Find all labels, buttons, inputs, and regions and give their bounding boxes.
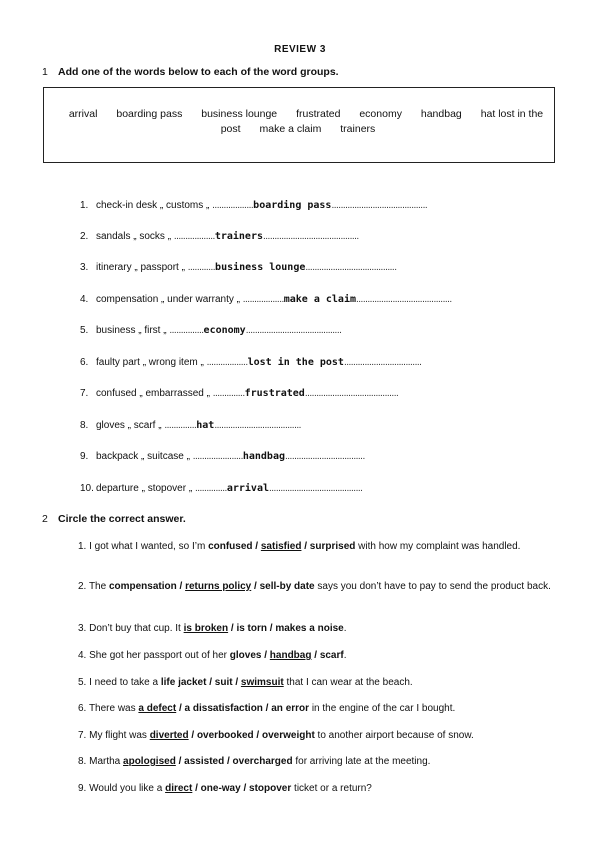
word-group-prompt: backpack „ suitcase „ [96, 451, 193, 462]
multiple-choice-item [42, 579, 562, 595]
choice-option[interactable]: life jacket [160, 677, 207, 688]
multiple-choice-item [42, 621, 562, 637]
sentence-text: in the engine of the car I bought. [309, 703, 456, 714]
selected-choice[interactable]: direct [165, 783, 193, 794]
choice-option[interactable]: assisted [184, 756, 225, 767]
choice-separator: / [240, 783, 250, 794]
sentence-text: 5. I need to take a [78, 677, 161, 688]
sentence-text: for arriving late at the meeting. [292, 756, 431, 767]
word-option: economy [359, 108, 402, 120]
multiple-choice-item [42, 648, 562, 664]
sentence-text: 4. She got her passport out of her [78, 650, 230, 661]
word-option: hat lost in the post [220, 108, 544, 135]
choice-option[interactable]: compensation [108, 581, 177, 592]
word-option: handbag [420, 108, 462, 120]
choice-option[interactable]: overcharged [232, 756, 293, 767]
multiple-choice-item [42, 675, 562, 691]
blank-dots: ................................... [285, 451, 365, 462]
word-group-prompt: departure „ stopover „ [96, 483, 195, 494]
sentence-text: 1. I got what I wanted, so I’m [78, 541, 209, 552]
selected-choice[interactable]: returns policy [185, 581, 252, 592]
sentence-text: to another airport because of snow. [314, 730, 474, 741]
sentence-text: 9. Would you like a [78, 783, 166, 794]
selected-choice[interactable]: is broken [183, 623, 229, 634]
section-2-instruction: Circle the correct answer. [58, 513, 186, 525]
choice-separator: / [261, 650, 270, 661]
choice-option[interactable]: surprised [309, 541, 356, 552]
item-number: 9. [80, 451, 89, 462]
word-list [60, 107, 544, 137]
word-group-item [80, 325, 341, 336]
blank-dots: .......................................... [245, 325, 342, 336]
word-group-prompt: faulty part „ wrong item „ [96, 357, 207, 368]
choice-option[interactable]: stopover [249, 783, 292, 794]
blank-dots: .............. [164, 420, 197, 431]
selected-choice[interactable]: handbag [269, 650, 312, 661]
selected-choice[interactable]: apologised [123, 756, 176, 767]
section-1-heading [42, 66, 339, 78]
multiple-choice-item [42, 701, 562, 717]
choice-option[interactable]: overbooked [196, 730, 254, 741]
filled-answer[interactable]: hat [196, 420, 215, 431]
multiple-choice-item [42, 728, 562, 744]
filled-answer[interactable]: business lounge [215, 262, 306, 273]
filled-answer[interactable]: make a claim [283, 294, 356, 305]
sentence-text: 2. The [78, 581, 109, 592]
page-title: REVIEW 3 [274, 44, 326, 55]
filled-answer[interactable]: lost in the post [247, 357, 344, 368]
section-2-number: 2 [42, 513, 48, 525]
blank-dots: .................................. [343, 357, 422, 368]
choice-separator: / [253, 730, 262, 741]
choice-option[interactable]: confused [208, 541, 253, 552]
choice-separator: / [267, 623, 276, 634]
choice-option[interactable]: is torn [236, 623, 267, 634]
choice-separator: / [251, 581, 260, 592]
word-option: frustrated [296, 108, 341, 120]
word-group-item [80, 483, 362, 494]
choice-option[interactable]: overweight [261, 730, 315, 741]
item-number: 1. [80, 200, 89, 211]
word-group-prompt: itinerary „ passport „ [96, 262, 188, 273]
sentence-text: 3. Don’t buy that cup. It [78, 623, 184, 634]
selected-choice[interactable]: a defect [138, 703, 177, 714]
choice-option[interactable]: an error [271, 703, 310, 714]
word-group-item [80, 451, 365, 462]
word-group-item [80, 357, 421, 368]
word-group-prompt: sandals „ socks „ [96, 231, 174, 242]
blank-dots: .......................................... [263, 231, 359, 242]
blank-dots: .......................................... [356, 294, 452, 305]
choice-option[interactable]: scarf [319, 650, 344, 661]
choice-option[interactable]: gloves [229, 650, 262, 661]
filled-answer[interactable]: frustrated [244, 388, 305, 399]
blank-dots: ...................... [192, 451, 243, 462]
selected-choice[interactable]: swimsuit [240, 677, 284, 688]
choice-separator: / [188, 730, 197, 741]
filled-answer[interactable]: economy [203, 325, 246, 336]
item-number: 6. [80, 357, 89, 368]
blank-dots: .................. [173, 231, 215, 242]
choice-separator: / [224, 756, 233, 767]
blank-dots: ......................................... [269, 483, 363, 494]
multiple-choice-item [42, 539, 562, 555]
filled-answer[interactable]: boarding pass [253, 200, 332, 211]
choice-option[interactable]: makes a noise [275, 623, 344, 634]
choice-separator: / [176, 703, 185, 714]
blank-dots: .............. [194, 483, 227, 494]
blank-dots: ............... [169, 325, 204, 336]
filled-answer[interactable]: trainers [214, 231, 263, 242]
multiple-choice-item [42, 781, 562, 797]
word-option: arrival [68, 108, 98, 120]
section-2-heading [42, 513, 186, 525]
item-number: 5. [80, 325, 89, 336]
item-number: 10. [80, 483, 94, 494]
sentence-text: 6. There was [78, 703, 139, 714]
choice-option[interactable]: one-way [200, 783, 241, 794]
word-option: boarding pass [116, 108, 183, 120]
choice-option[interactable]: suit [214, 677, 233, 688]
blank-dots: ...................................... [214, 420, 301, 431]
filled-answer[interactable]: arrival [226, 483, 269, 494]
choice-separator: / [228, 623, 237, 634]
word-group-item [80, 262, 397, 273]
choice-separator: / [252, 541, 261, 552]
selected-choice[interactable]: diverted [149, 730, 189, 741]
sentence-text: says you don’t have to pay to send the product back. [314, 581, 551, 592]
sentence-text: 8. Martha [78, 756, 124, 767]
blank-dots: .............. [212, 388, 245, 399]
word-option: make a claim [259, 123, 322, 135]
item-number: 3. [80, 262, 89, 273]
choice-separator: / [301, 541, 310, 552]
word-group-prompt: compensation „ under warranty „ [96, 294, 243, 305]
item-number: 4. [80, 294, 89, 305]
choice-separator: / [206, 677, 215, 688]
item-number: 7. [80, 388, 89, 399]
blank-dots: .................. [242, 294, 284, 305]
word-group-item [80, 420, 301, 431]
blank-dots: ......................................... [304, 388, 399, 399]
multiple-choice-item [42, 754, 562, 770]
word-group-item [80, 388, 398, 399]
blank-dots: .................. [212, 200, 254, 211]
word-group-prompt: business „ first „ [96, 325, 170, 336]
word-group-item [80, 231, 359, 242]
item-number: 8. [80, 420, 89, 431]
sentence-text: that I can wear at the beach. [283, 677, 413, 688]
selected-choice[interactable]: satisfied [260, 541, 302, 552]
choice-separator: / [232, 677, 241, 688]
word-group-prompt: gloves „ scarf „ [96, 420, 165, 431]
word-option: trainers [340, 123, 376, 135]
word-option: business lounge [201, 108, 278, 120]
choice-separator: / [176, 581, 186, 592]
blank-dots: ........................................ [305, 262, 397, 273]
choice-separator: / [192, 783, 201, 794]
choice-option[interactable]: a dissatisfaction [184, 703, 263, 714]
word-box [43, 87, 555, 163]
section-1-instruction: Add one of the words below to each of the word groups. [58, 66, 339, 78]
word-group-item [80, 294, 452, 305]
blank-dots: ............ [187, 262, 216, 273]
word-group-item [80, 200, 427, 211]
section-1-number: 1 [42, 66, 48, 78]
word-group-prompt: check-in desk „ customs „ [96, 200, 213, 211]
sentence-text: . [343, 650, 347, 661]
item-number: 2. [80, 231, 89, 242]
choice-option[interactable]: sell-by date [259, 581, 315, 592]
sentence-text: . [343, 623, 347, 634]
sentence-text: with how my complaint was handled. [355, 541, 521, 552]
sentence-text: 7. My flight was [78, 730, 150, 741]
choice-separator: / [262, 703, 272, 714]
choice-separator: / [311, 650, 320, 661]
choice-separator: / [175, 756, 185, 767]
sentence-text: ticket or a return? [291, 783, 372, 794]
blank-dots: .......................................... [331, 200, 428, 211]
word-group-prompt: confused „ embarrassed „ [96, 388, 213, 399]
blank-dots: .................. [206, 357, 248, 368]
filled-answer[interactable]: handbag [242, 451, 285, 462]
